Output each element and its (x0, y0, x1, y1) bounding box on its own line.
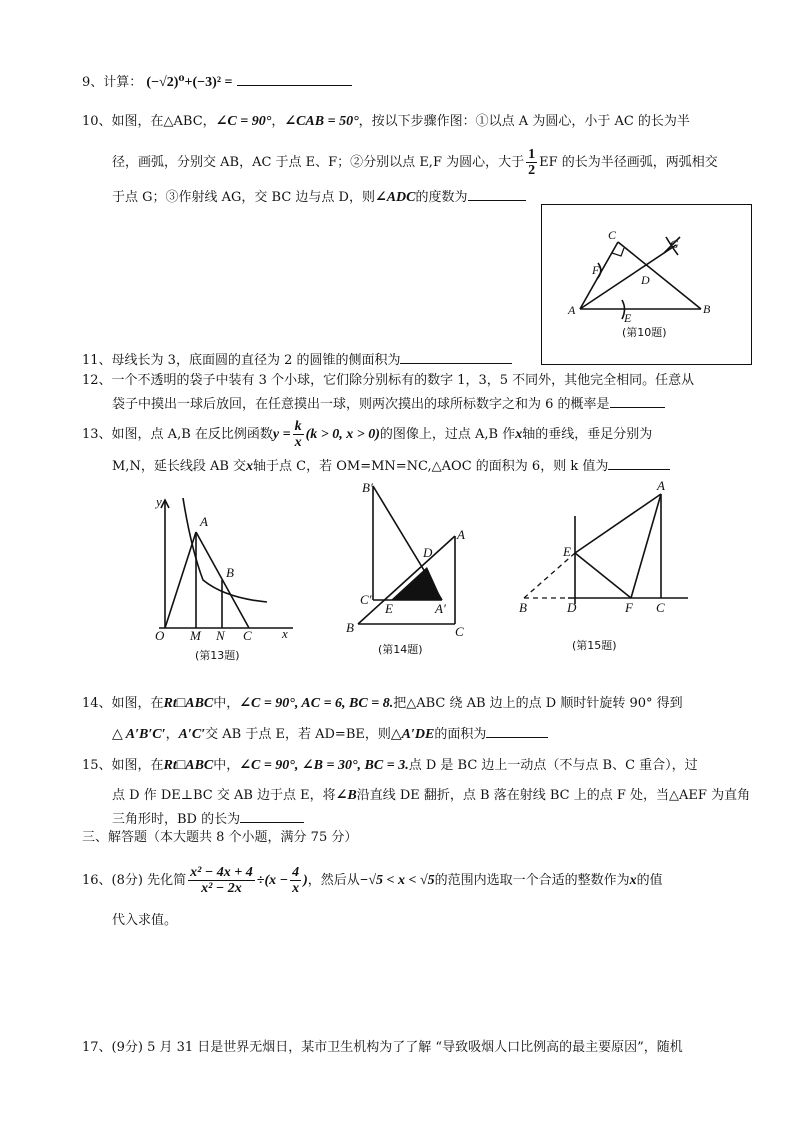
fig10-label-b: B (703, 302, 711, 316)
q13-answer-blank (608, 456, 670, 470)
q11-line (82, 350, 512, 370)
q14-rotated-triangle: △ A′B′C′ (112, 727, 166, 742)
fig15-label-b: B (519, 600, 527, 615)
q10-frac-den: 2 (528, 163, 536, 178)
fig15-segment-ef (575, 553, 631, 598)
q17-line (82, 1039, 683, 1057)
fig15-segment-fa (631, 494, 661, 598)
fig14-label-d: D (423, 545, 433, 560)
q14-text-2b: 交 AB 于点 E，若 AD=BE，则 (205, 727, 391, 742)
q10-text-2b: EF 的长为半径画弧，两弧相交 (539, 155, 718, 170)
q14-line-2 (112, 724, 548, 744)
q10-text-2a: 径，画弧，分别交 AB，AC 于点 E、F；②分别以点 E,F 为圆心，大于 (112, 155, 525, 170)
q13-frac-den: x (294, 435, 302, 450)
fig15-dashed-be (524, 553, 575, 598)
figure-10-drawing (542, 205, 751, 364)
fig14-label-e: E (385, 601, 393, 616)
q16-f2-den: x (292, 881, 300, 896)
fig15-label-d: D (567, 600, 577, 615)
fig15-label-a: A (657, 478, 665, 493)
q12-text-1: 12、一个不透明的袋子中装有 3 个小球，它们除分别标有的数字 1，3，5 不同外，其他完全相同。任意从 (82, 373, 695, 388)
q13-x-axis-2: x (246, 459, 254, 474)
q12-answer-blank (610, 394, 665, 408)
q10-line-2 (112, 147, 718, 178)
q15-line-1 (82, 757, 698, 775)
q15-text-1c: 点 D 是 BC 边上一动点（不与点 B、C 重合），过 (408, 758, 698, 773)
q14-text-1a: 14、如图，在 (82, 696, 164, 711)
q13-line-2 (112, 456, 670, 476)
q14-text-2c: 的面积为 (434, 727, 487, 742)
q13-y: y = (272, 427, 291, 442)
q9-answer-blank (237, 72, 352, 86)
q16-fraction-2 (290, 865, 301, 896)
fig13-label-b: B (226, 565, 234, 580)
q16-text-1b: ，然后从 (307, 873, 360, 888)
fig13-segment-oa (165, 532, 196, 628)
q15-answer-blank (240, 809, 304, 823)
q10-frac-num: 1 (528, 147, 536, 162)
q16-range: −√5 < x < √5 (359, 873, 435, 888)
q14-answer-blank (486, 724, 548, 738)
fig13-label-m: M (190, 628, 201, 643)
q14-line-1 (82, 695, 683, 713)
q15-text-1b: 中， (213, 758, 240, 773)
q13-text-1b: 的图像上，过点 A,B 作 (379, 427, 516, 442)
fig14-caption: (第14题) (378, 643, 423, 656)
q13-line-1 (82, 419, 652, 450)
q10-half-fraction (526, 147, 537, 178)
q15-text-2b: 沿直线 DE 翻折，点 B 落在射线 BC 上的点 F 处，当△AEF 为直角 (356, 788, 751, 803)
q10-text-3a: 于点 G；③作射线 AG，交 BC 边与点 D，则 (112, 190, 375, 205)
q15-text-3: 三角形时，BD 的长为 (112, 812, 241, 827)
fig13-label-c: C (243, 628, 252, 643)
fig10-label-d: D (641, 273, 650, 287)
q15-text-1a: 15、如图，在 (82, 758, 164, 773)
q16-fraction-1 (188, 865, 255, 896)
q13-k-over-x (293, 419, 304, 450)
q10-line-1: 10、如图，在△ABC，∠C = 90°，∠CAB = 50°，按以下步骤作图：①以点 A 为圆心，小于 AC 的长为半 (82, 114, 690, 129)
fig13-label-o: O (155, 628, 165, 643)
fig10-caption: (第10题) (622, 326, 667, 339)
q10-angle-adc: ∠ADC (374, 190, 416, 205)
section-3-text: 三、解答题（本大题共 8 个小题，满分 75 分） (82, 830, 358, 845)
fig10-label-c: C (608, 228, 617, 242)
q14-text-1c: 把△ABC 绕 AB 边上的点 D 顺时针旋转 90° 得到 (393, 696, 683, 711)
q10-text-1: ，按以下步骤作图：①以点 A 为圆心，小于 AC 的长为半 (358, 114, 690, 129)
fig10-label-g: G (670, 237, 679, 251)
q16-text-1d: 的值 (636, 873, 663, 888)
fig10-label-a: A (568, 303, 576, 317)
fig14-label-a: A (457, 527, 465, 542)
fig10-label-f: F (592, 263, 600, 277)
q9-expression: (−√2)⁰+(−3)² = (146, 75, 233, 90)
q13-text-1a: 13、如图，点 A,B 在反比例函数 (82, 427, 273, 442)
q15-rt-triangle: Rt□ABC (163, 758, 214, 773)
q10-label: 10、如图，在△ABC， (82, 114, 216, 129)
q13-text-2b: 轴于点 C，若 OM=MN=NC,△AOC 的面积为 6，则 k 值为 (253, 459, 609, 474)
q12-line-1 (82, 372, 694, 390)
fig15-segment-ea (575, 494, 661, 553)
q11-text: 11、母线长为 3，底面圆的直径为 2 的圆锥的侧面积为 (82, 353, 401, 368)
q16-division: ÷(x − (256, 873, 289, 888)
q13-text-1c: 轴的垂线，垂足分别为 (522, 427, 653, 442)
q14-triangle-a1de: △A′DE (390, 727, 435, 742)
fig14-label-a1: A′ (435, 601, 446, 616)
q12-line-2 (112, 394, 665, 414)
fig13-label-y: y (156, 494, 162, 509)
fig15-label-c: C (656, 600, 665, 615)
q13-frac-num: k (294, 419, 302, 434)
figure-13-drawing (145, 488, 305, 666)
q12-text-2: 袋子中摸出一球后放回，在任意摸出一球，则两次摸出的球所标数字之和为 6 的概率是 (112, 397, 610, 412)
fig13-caption: (第13题) (195, 649, 240, 662)
fig14-label-c1: C′ (360, 592, 372, 607)
q16-f1-den: x² − 2x (201, 881, 242, 896)
q15-line-3 (112, 809, 304, 829)
q10-answer-blank (468, 187, 526, 201)
q16-x-var: x (629, 873, 637, 888)
q16-line-2 (112, 912, 177, 930)
fig14-label-c: C (455, 624, 464, 639)
q11-answer-blank (400, 350, 512, 364)
q15-angle-b: ∠B (335, 788, 357, 803)
figure-15-drawing (510, 476, 695, 656)
q16-line-1 (82, 862, 663, 900)
q16-f2-num: 4 (292, 865, 300, 880)
q15-conditions: ∠C = 90°, ∠B = 30°, BC = 3. (239, 758, 409, 773)
fig13-label-a: A (200, 514, 208, 529)
fig15-label-f: F (625, 600, 633, 615)
q15-text-2a: 点 D 作 DE⊥BC 交 AB 边于点 E，将 (112, 788, 336, 803)
section-3-heading (82, 829, 357, 847)
fig15-label-e: E (563, 544, 571, 559)
figure-14 (338, 476, 488, 661)
q9-label: 9、计算： (82, 75, 143, 90)
fig13-label-x: x (282, 626, 288, 641)
figure-10 (541, 204, 752, 365)
figure-15 (510, 476, 695, 656)
q13-condition: (k > 0, x > 0) (305, 427, 380, 442)
q10-line-3 (112, 187, 526, 207)
q14-side-a1c1: A′C′ (178, 727, 206, 742)
fig10-label-e: E (624, 311, 632, 325)
q13-x-axis-1: x (515, 427, 523, 442)
fig14-label-b: B (346, 620, 354, 635)
q10-text-3b: 的度数为 (415, 190, 468, 205)
fig13-label-n: N (216, 628, 225, 643)
q14-conditions: ∠C = 90°, AC = 6, BC = 8. (239, 696, 394, 711)
q17-text: 17、(9分) 5 月 31 日是世界无烟日，某市卫生机构为了了解 “导致吸烟人口比例高的最主要原因”，随机 (82, 1040, 683, 1055)
fig15-caption: (第15题) (572, 639, 617, 652)
q10-angle-cab: ∠CAB = 50° (284, 114, 359, 129)
q16-text-2: 代入求值。 (112, 913, 178, 928)
q16-text-1a: 16、(8分) 先化简 (82, 873, 187, 888)
q14-rt-triangle: Rt□ABC (163, 696, 214, 711)
q15-line-2 (112, 787, 750, 805)
figure-14-drawing (338, 476, 488, 661)
q14-text-1b: 中， (213, 696, 240, 711)
q10-angle-c: ∠C = 90° (215, 114, 272, 129)
q16-text-1c: 的范围内选取一个合适的整数作为 (434, 873, 630, 888)
fig14-label-b1: B′ (362, 480, 373, 495)
q14-text-2a: ， (165, 727, 179, 742)
q9-line (82, 72, 352, 92)
figure-13 (145, 488, 305, 666)
q16-close-paren: ) (303, 873, 308, 888)
q16-f1-num: x² − 4x + 4 (190, 865, 253, 880)
q13-text-2a: M,N，延长线段 AB 交 (112, 459, 247, 474)
